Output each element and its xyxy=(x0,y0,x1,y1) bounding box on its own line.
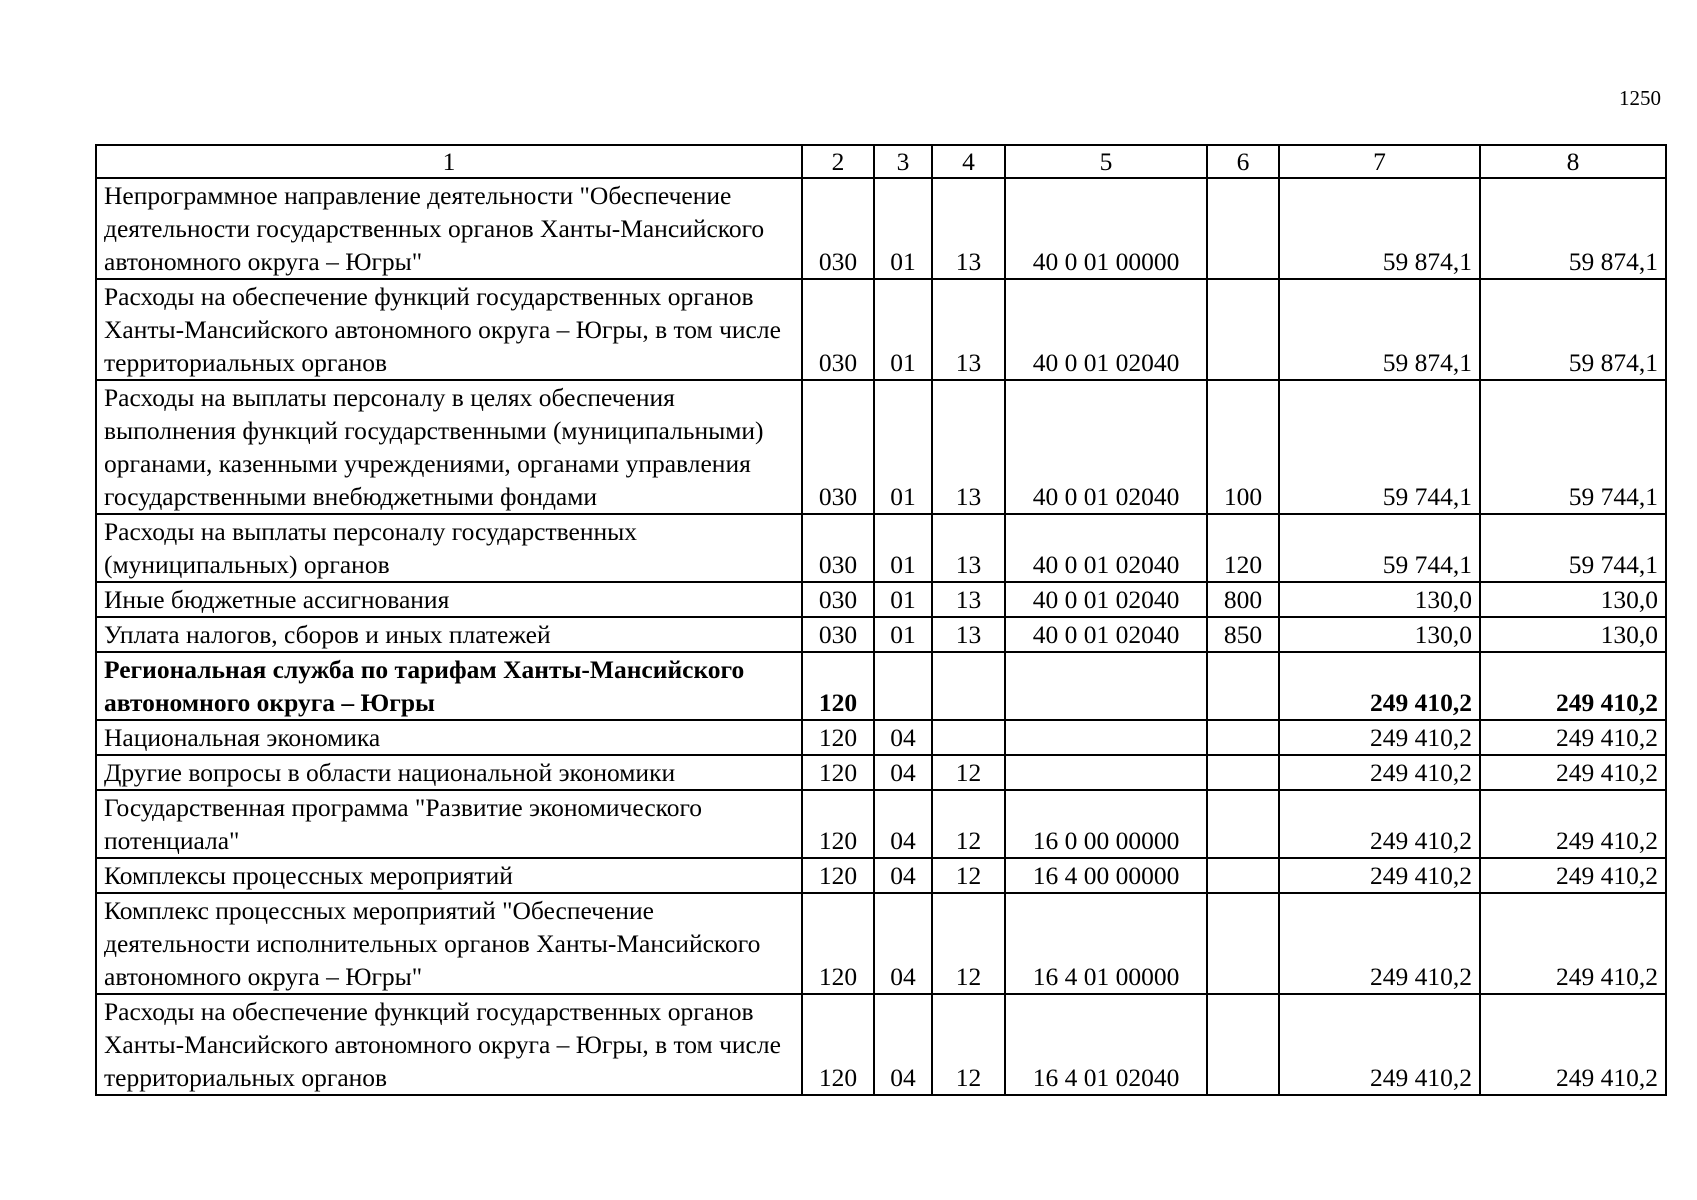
table-row xyxy=(96,582,1666,617)
row-subsection-cell: 13 xyxy=(932,380,1005,514)
row-expense-type-cell xyxy=(1207,858,1279,893)
row-amount-cell: 130,0 xyxy=(1279,582,1480,617)
row-target-article-cell xyxy=(1005,720,1207,755)
table-row xyxy=(96,279,1666,380)
row-amount-cell: 249 410,2 xyxy=(1279,893,1480,994)
row-name-cell: Расходы на обеспечение функций государственных органов Ханты-Мансийского автономного округа – Югры, в том числе территориальных органов xyxy=(96,994,802,1095)
table-row xyxy=(96,380,1666,514)
row-section-cell: 04 xyxy=(874,720,932,755)
header-cell: 7 xyxy=(1279,145,1480,178)
row-subsection-cell: 12 xyxy=(932,893,1005,994)
row-section-cell: 04 xyxy=(874,858,932,893)
row-amount-cell: 59 744,1 xyxy=(1480,380,1666,514)
row-name-cell: Иные бюджетные ассигнования xyxy=(96,582,802,617)
row-expense-type-cell xyxy=(1207,720,1279,755)
row-subsection-cell: 13 xyxy=(932,178,1005,279)
header-cell: 6 xyxy=(1207,145,1279,178)
row-expense-type-cell: 120 xyxy=(1207,514,1279,582)
row-amount-cell: 59 874,1 xyxy=(1480,178,1666,279)
table-row xyxy=(96,514,1666,582)
row-amount-cell: 249 410,2 xyxy=(1480,790,1666,858)
row-name-cell: Другие вопросы в области национальной экономики xyxy=(96,755,802,790)
row-amount-cell: 130,0 xyxy=(1480,617,1666,652)
row-name-cell: Государственная программа "Развитие экономического потенциала" xyxy=(96,790,802,858)
row-section-cell: 01 xyxy=(874,582,932,617)
row-target-article-cell: 40 0 01 00000 xyxy=(1005,178,1207,279)
table-row xyxy=(96,755,1666,790)
row-amount-cell: 59 874,1 xyxy=(1279,178,1480,279)
table-body xyxy=(96,178,1666,1095)
row-amount-cell: 249 410,2 xyxy=(1480,893,1666,994)
header-cell: 4 xyxy=(932,145,1005,178)
row-subsection-cell: 13 xyxy=(932,514,1005,582)
row-name-cell: Расходы на выплаты персоналу государственных (муниципальных) органов xyxy=(96,514,802,582)
row-code-cell: 120 xyxy=(802,858,874,893)
row-target-article-cell xyxy=(1005,652,1207,720)
row-target-article-cell: 16 4 01 02040 xyxy=(1005,994,1207,1095)
row-amount-cell: 130,0 xyxy=(1279,617,1480,652)
row-expense-type-cell xyxy=(1207,652,1279,720)
row-amount-cell: 249 410,2 xyxy=(1279,652,1480,720)
row-amount-cell: 249 410,2 xyxy=(1480,858,1666,893)
row-expense-type-cell: 800 xyxy=(1207,582,1279,617)
table-row xyxy=(96,617,1666,652)
row-subsection-cell xyxy=(932,720,1005,755)
row-code-cell: 030 xyxy=(802,582,874,617)
row-amount-cell: 249 410,2 xyxy=(1480,994,1666,1095)
row-name-cell: Непрограммное направление деятельности "Обеспечение деятельности государственных органов Ханты-Мансийского автономного округа – Югры" xyxy=(96,178,802,279)
row-subsection-cell: 13 xyxy=(932,582,1005,617)
row-subsection-cell: 13 xyxy=(932,617,1005,652)
row-expense-type-cell xyxy=(1207,279,1279,380)
row-amount-cell: 249 410,2 xyxy=(1480,720,1666,755)
row-target-article-cell: 40 0 01 02040 xyxy=(1005,617,1207,652)
row-name-cell: Национальная экономика xyxy=(96,720,802,755)
row-section-cell: 01 xyxy=(874,514,932,582)
row-name-cell: Расходы на обеспечение функций государственных органов Ханты-Мансийского автономного округа – Югры, в том числе территориальных органов xyxy=(96,279,802,380)
row-amount-cell: 249 410,2 xyxy=(1279,858,1480,893)
row-code-cell: 030 xyxy=(802,178,874,279)
row-code-cell: 030 xyxy=(802,380,874,514)
budget-table xyxy=(95,144,1667,1096)
row-subsection-cell xyxy=(932,652,1005,720)
header-cell: 3 xyxy=(874,145,932,178)
row-code-cell: 030 xyxy=(802,617,874,652)
row-code-cell: 030 xyxy=(802,279,874,380)
row-target-article-cell: 40 0 01 02040 xyxy=(1005,514,1207,582)
row-amount-cell: 249 410,2 xyxy=(1279,790,1480,858)
row-target-article-cell: 16 4 00 00000 xyxy=(1005,858,1207,893)
row-subsection-cell: 13 xyxy=(932,279,1005,380)
row-name-cell: Комплекс процессных мероприятий "Обеспечение деятельности исполнительных органов Ханты-Мансийского автономного округа – Югры" xyxy=(96,893,802,994)
row-expense-type-cell xyxy=(1207,178,1279,279)
row-code-cell: 120 xyxy=(802,790,874,858)
row-amount-cell: 249 410,2 xyxy=(1279,994,1480,1095)
row-expense-type-cell xyxy=(1207,755,1279,790)
row-section-cell: 01 xyxy=(874,279,932,380)
row-name-cell: Расходы на выплаты персоналу в целях обеспечения выполнения функций государственными (муниципальными) органами, казенными учреждениями, органами управления государственными внебюджетными фондами xyxy=(96,380,802,514)
row-name-cell: Уплата налогов, сборов и иных платежей xyxy=(96,617,802,652)
table-row xyxy=(96,858,1666,893)
row-section-cell: 04 xyxy=(874,790,932,858)
row-section-cell xyxy=(874,652,932,720)
table-row xyxy=(96,178,1666,279)
row-target-article-cell: 40 0 01 02040 xyxy=(1005,380,1207,514)
row-code-cell: 030 xyxy=(802,514,874,582)
row-subsection-cell: 12 xyxy=(932,755,1005,790)
header-cell: 8 xyxy=(1480,145,1666,178)
row-section-cell: 04 xyxy=(874,893,932,994)
header-cell: 2 xyxy=(802,145,874,178)
row-subsection-cell: 12 xyxy=(932,790,1005,858)
table-row xyxy=(96,790,1666,858)
row-section-cell: 01 xyxy=(874,178,932,279)
row-amount-cell: 59 744,1 xyxy=(1279,380,1480,514)
row-amount-cell: 59 744,1 xyxy=(1480,514,1666,582)
row-expense-type-cell xyxy=(1207,994,1279,1095)
row-amount-cell: 130,0 xyxy=(1480,582,1666,617)
row-name-cell: Региональная служба по тарифам Ханты-Мансийского автономного округа – Югры xyxy=(96,652,802,720)
row-expense-type-cell xyxy=(1207,893,1279,994)
row-name-cell: Комплексы процессных мероприятий xyxy=(96,858,802,893)
row-subsection-cell: 12 xyxy=(932,994,1005,1095)
row-target-article-cell: 40 0 01 02040 xyxy=(1005,279,1207,380)
row-section-cell: 01 xyxy=(874,617,932,652)
row-expense-type-cell: 100 xyxy=(1207,380,1279,514)
page-number: 1250 xyxy=(1619,86,1661,110)
row-expense-type-cell: 850 xyxy=(1207,617,1279,652)
header-row xyxy=(96,145,1666,178)
row-amount-cell: 249 410,2 xyxy=(1480,652,1666,720)
table-row xyxy=(96,720,1666,755)
row-target-article-cell xyxy=(1005,755,1207,790)
row-code-cell: 120 xyxy=(802,755,874,790)
row-amount-cell: 249 410,2 xyxy=(1480,755,1666,790)
table-row xyxy=(96,893,1666,994)
row-amount-cell: 59 874,1 xyxy=(1480,279,1666,380)
row-amount-cell: 249 410,2 xyxy=(1279,755,1480,790)
row-section-cell: 01 xyxy=(874,380,932,514)
row-amount-cell: 59 744,1 xyxy=(1279,514,1480,582)
header-cell: 1 xyxy=(96,145,802,178)
row-amount-cell: 59 874,1 xyxy=(1279,279,1480,380)
row-code-cell: 120 xyxy=(802,994,874,1095)
row-code-cell: 120 xyxy=(802,720,874,755)
row-section-cell: 04 xyxy=(874,755,932,790)
table-row xyxy=(96,652,1666,720)
row-target-article-cell: 40 0 01 02040 xyxy=(1005,582,1207,617)
row-subsection-cell: 12 xyxy=(932,858,1005,893)
row-code-cell: 120 xyxy=(802,652,874,720)
header-cell: 5 xyxy=(1005,145,1207,178)
row-code-cell: 120 xyxy=(802,893,874,994)
row-target-article-cell: 16 0 00 00000 xyxy=(1005,790,1207,858)
table-row xyxy=(96,994,1666,1095)
row-amount-cell: 249 410,2 xyxy=(1279,720,1480,755)
row-section-cell: 04 xyxy=(874,994,932,1095)
row-target-article-cell: 16 4 01 00000 xyxy=(1005,893,1207,994)
row-expense-type-cell xyxy=(1207,790,1279,858)
